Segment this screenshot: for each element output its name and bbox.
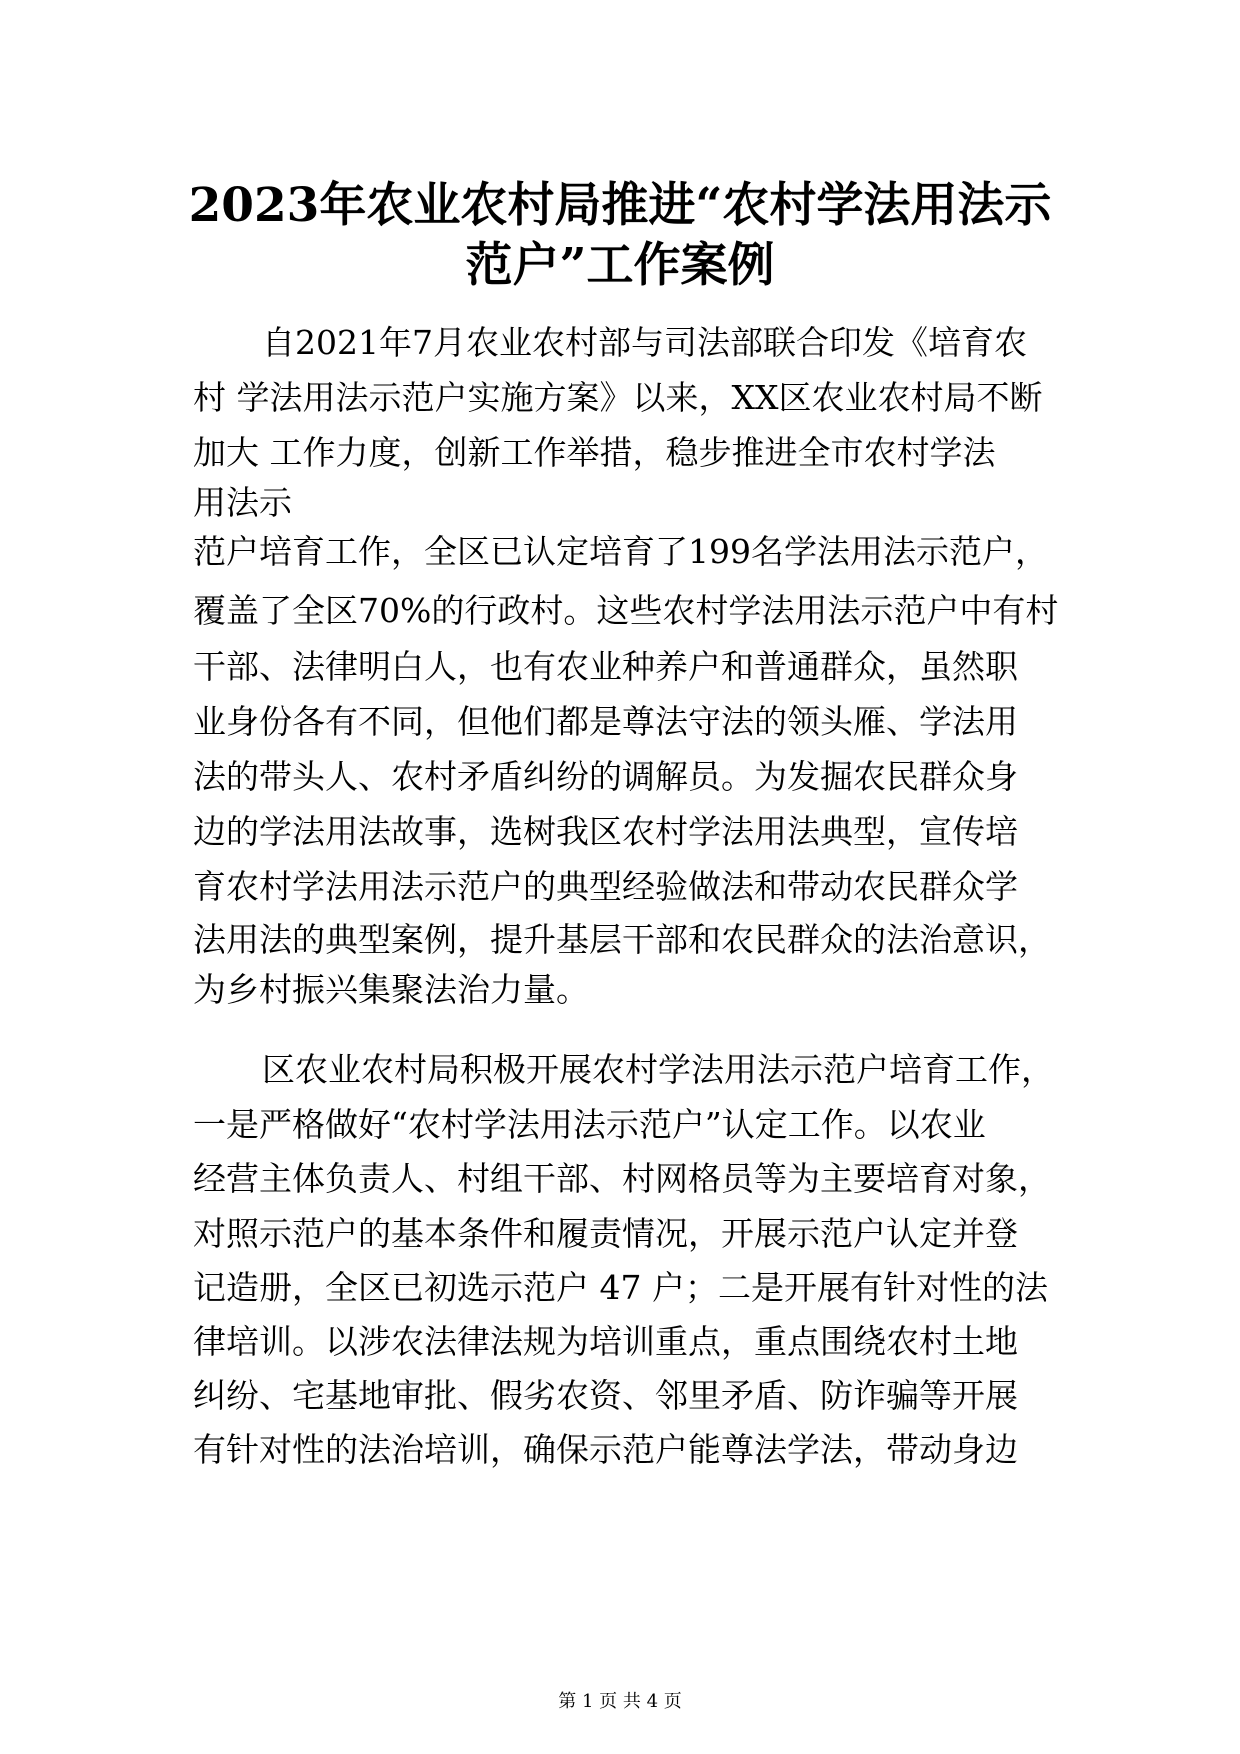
paragraph-line: 一是严格做好“农村学法用法示范户”认定工作。以农业: [193, 1105, 986, 1144]
paragraph-line: 律培训。以涉农法律法规为培训重点，重点围绕农村土地: [193, 1322, 1018, 1361]
paragraph-line: 育农村学法用法示范户的典型经验做法和带动农民群众学: [193, 867, 1018, 906]
page-footer: 第 1 页 共 4 页: [558, 1691, 682, 1712]
paragraph-line: 为乡村振兴集聚法治力量。: [193, 970, 589, 1009]
paragraph-line: 边的学法用法故事，选树我区农村学法用法典型，宣传培: [193, 812, 1018, 851]
paragraph-line: 区农业农村局积极开展农村学法用法示范户培育工作，: [262, 1050, 1054, 1089]
document-title-line-1: 2023年农业农村局推进“农村学法用法示: [188, 178, 1052, 233]
paragraph-line: 干部、法律明白人，也有农业种养户和普通群众，虽然职: [193, 647, 1018, 686]
paragraph-line: 自2021年7月农业农村部与司法部联合印发《培育农: [262, 323, 1027, 362]
paragraph-line: 用法示: [193, 483, 292, 522]
paragraph-line: 对照示范户的基本条件和履责情况，开展示范户认定并登: [193, 1214, 1018, 1253]
paragraph-line: 有针对性的法治培训，确保示范户能尊法学法，带动身边: [193, 1430, 1018, 1469]
paragraph-line: 覆盖了全区70%的行政村。这些农村学法用法示范户中有村: [193, 591, 1059, 630]
paragraph-line: 法用法的典型案例，提升基层干部和农民群众的法治意识，: [193, 920, 1051, 959]
paragraph-line: 村 学法用法示范户实施方案》以来，XX区农业农村局不断: [193, 378, 1043, 417]
paragraph-line: 经营主体负责人、村组干部、村网格员等为主要培育对象，: [193, 1159, 1051, 1198]
paragraph-line: 范户培育工作，全区已认定培育了199名学法用法示范户，: [193, 532, 1048, 571]
paragraph-line: 记造册，全区已初选示范户 47 户；二是开展有针对性的法: [193, 1268, 1048, 1307]
paragraph-line: 法的带头人、农村矛盾纠纷的调解员。为发掘农民群众身: [193, 757, 1018, 796]
paragraph-line: 纠纷、宅基地审批、假劣农资、邻里矛盾、防诈骗等开展: [193, 1376, 1018, 1415]
paragraph-line: 业身份各有不同，但他们都是尊法守法的领头雁、学法用: [193, 702, 1018, 741]
paragraph-line: 加大 工作力度，创新工作举措，稳步推进全市农村学法: [193, 433, 996, 472]
document-title-line-2: 范户”工作案例: [465, 238, 775, 293]
